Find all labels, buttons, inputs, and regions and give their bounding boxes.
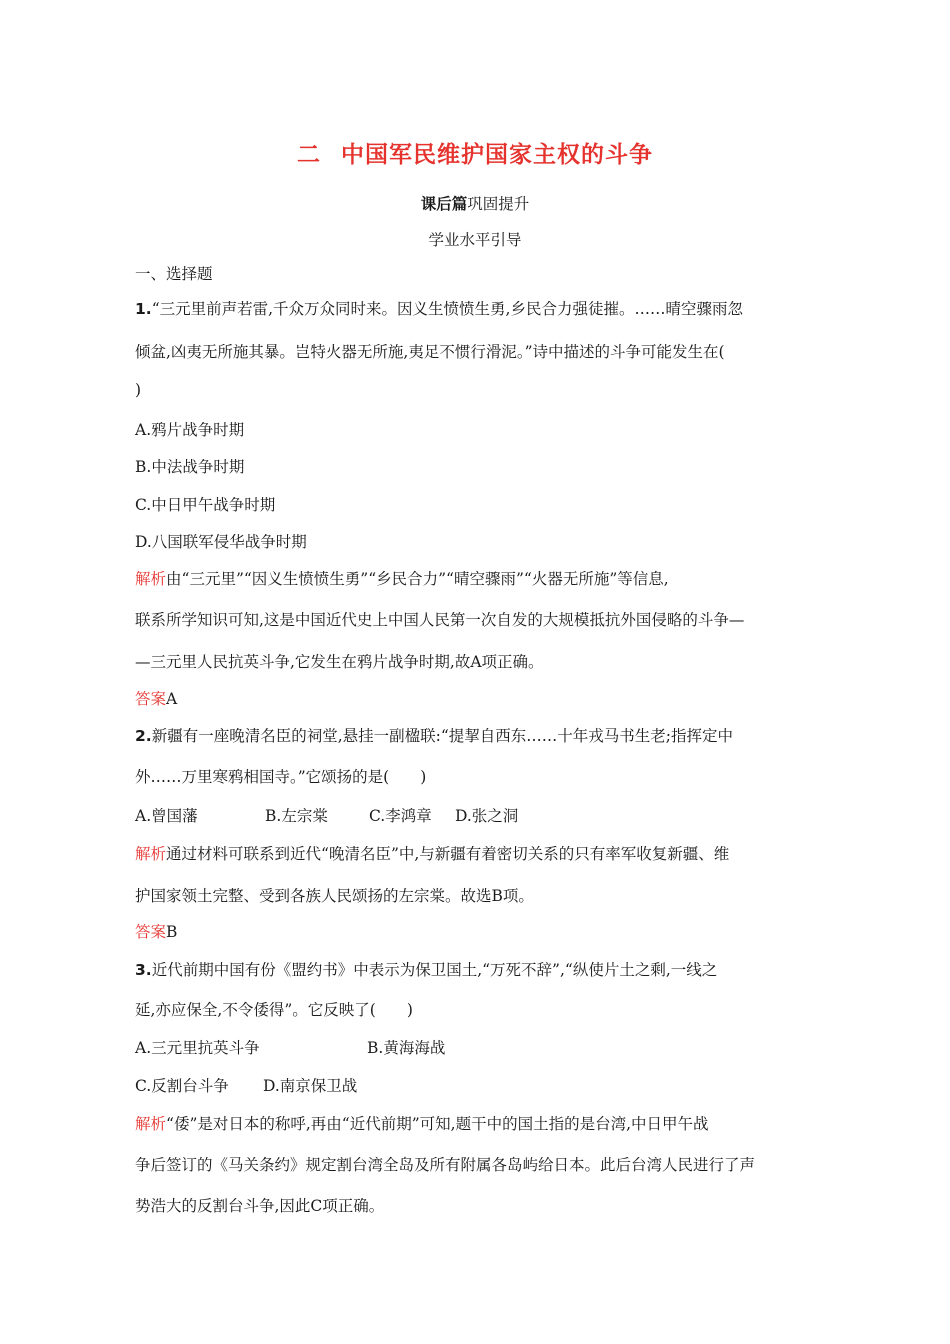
question-number: 3.	[135, 961, 152, 979]
question-2-stem-line: 外……万里寒鸦相国寺。”它颂扬的是( )	[135, 768, 427, 786]
answer-line	[135, 920, 177, 942]
option-a: A.鸦片战争时期	[135, 421, 245, 439]
analysis-label: 解析	[135, 1115, 167, 1133]
question-2-stem-line: 2.新疆有一座晚清名臣的祠堂,悬挂一副楹联:“提挈自西东……十年戎马书生老;指挥定中	[135, 727, 733, 745]
analysis-label: 解析	[135, 570, 167, 588]
options-row	[135, 1036, 445, 1058]
subtitle	[0, 192, 950, 214]
answer-label: 答案	[135, 690, 167, 708]
option-b: B.黄海海战	[367, 1039, 446, 1057]
option-d: D.张之洞	[455, 807, 519, 825]
option-c: C.反割台斗争	[135, 1077, 229, 1095]
question-3-stem-line: 3.近代前期中国有份《盟约书》中表示为保卫国土,“万死不辞”,“纵使片土之剩,一线之	[135, 961, 718, 979]
question-1-stem-line: 1.“三元里前声若雷,千众万众同时来。因义生愤愤生勇,乡民合力强徒摧。……晴空骤雨忽	[135, 300, 743, 318]
options-row	[135, 804, 518, 826]
option-c: C.中日甲午战争时期	[135, 496, 276, 514]
level-heading: 学业水平引导	[428, 231, 522, 249]
subtitle-rest: 巩固提升	[467, 195, 530, 213]
question-number: 1.	[135, 300, 152, 318]
page-title	[0, 136, 950, 169]
section-heading: 一、选择题	[135, 265, 213, 283]
analysis-line: 护国家领土完整、受到各族人民颂扬的左宗棠。故选B项。	[135, 887, 534, 905]
answer-line	[135, 687, 177, 709]
option-d: D.八国联军侵华战争时期	[135, 533, 307, 551]
option-d: D.南京保卫战	[263, 1077, 358, 1095]
analysis-label: 解析	[135, 845, 167, 863]
options-row	[135, 1074, 357, 1096]
analysis-line: 解析通过材料可联系到近代“晚清名臣”中,与新疆有着密切关系的只有率军收复新疆、维	[135, 845, 730, 863]
answer-value: A	[166, 690, 178, 708]
analysis-line: 争后签订的《马关条约》规定割台湾全岛及所有附属各岛屿给日本。此后台湾人民进行了声	[135, 1156, 756, 1174]
analysis-line: —三元里人民抗英斗争,它发生在鸦片战争时期,故A项正确。	[135, 653, 544, 671]
option-a: A.曾国藩	[135, 807, 198, 825]
question-3-stem-line: 延,亦应保全,不令倭得”。它反映了( )	[135, 1001, 413, 1019]
answer-value: B	[166, 923, 178, 941]
option-b: B.中法战争时期	[135, 458, 245, 476]
analysis-line: 联系所学知识可知,这是中国近代史上中国人民第一次自发的大规模抵抗外国侵略的斗争—	[135, 611, 745, 629]
analysis-line: 势浩大的反割台斗争,因此C项正确。	[135, 1197, 385, 1215]
analysis-line: 解析由“三元里”“因义生愤愤生勇”“乡民合力”“晴空骤雨”“火器无所施”等信息,	[135, 570, 669, 588]
title-text: 中国军民维护国家主权的斗争	[341, 142, 653, 168]
question-1-stem-line: )	[135, 381, 142, 399]
answer-label: 答案	[135, 923, 167, 941]
subtitle-bold: 课后篇	[420, 195, 468, 213]
title-number: 二	[297, 142, 321, 168]
option-a: A.三元里抗英斗争	[135, 1039, 260, 1057]
option-b: B.左宗棠	[265, 807, 328, 825]
analysis-line: 解析“倭”是对日本的称呼,再由“近代前期”可知,题干中的国土指的是台湾,中日甲午战	[135, 1115, 709, 1133]
question-1-stem-line: 倾盆,凶夷无所施其暴。岂特火器无所施,夷足不惯行滑泥。”诗中描述的斗争可能发生在(	[135, 343, 725, 361]
option-c: C.李鸿章	[369, 807, 432, 825]
question-number: 2.	[135, 727, 152, 745]
